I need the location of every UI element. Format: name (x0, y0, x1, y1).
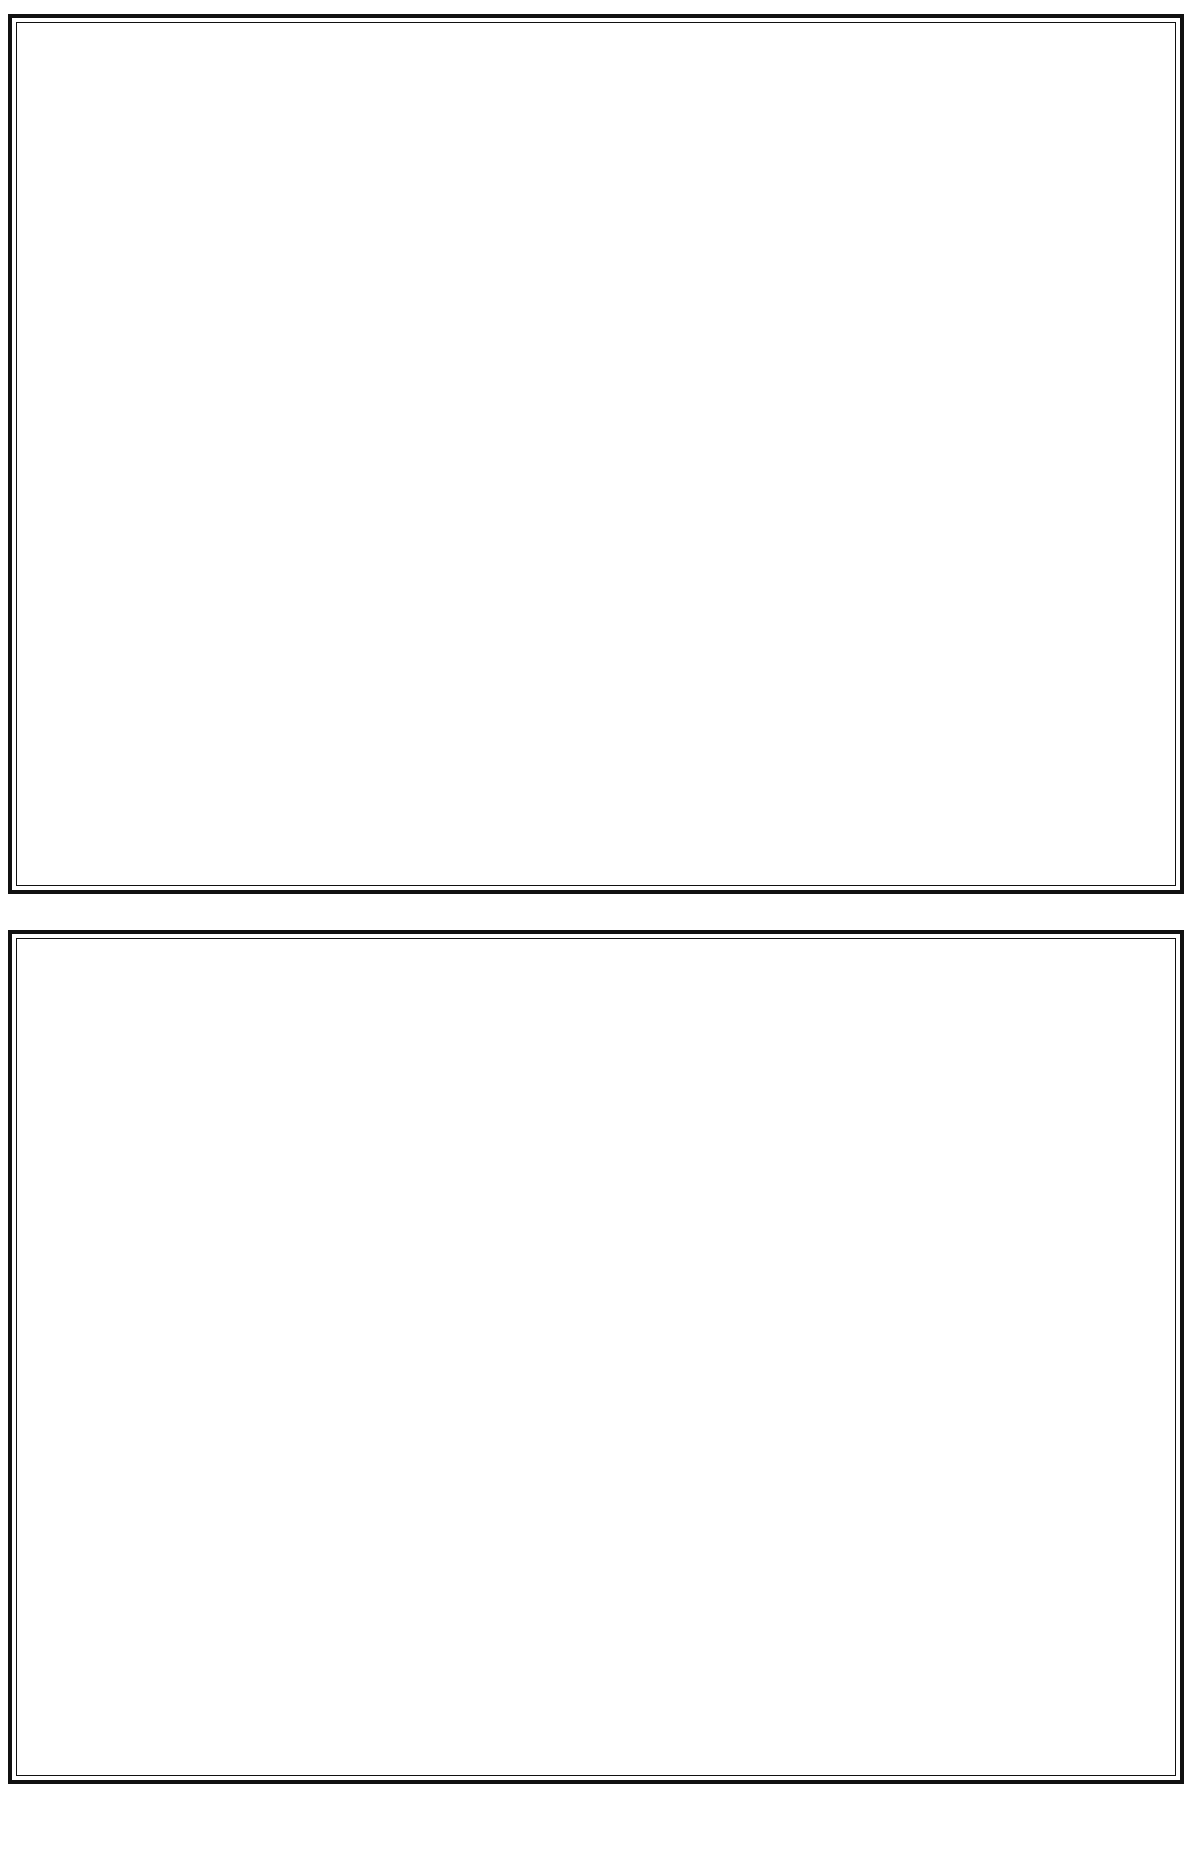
top-columns (22, 28, 1170, 880)
bottom-columns (22, 944, 1170, 1770)
bottom-page-panel (8, 930, 1184, 1784)
top-page-panel (8, 14, 1184, 894)
